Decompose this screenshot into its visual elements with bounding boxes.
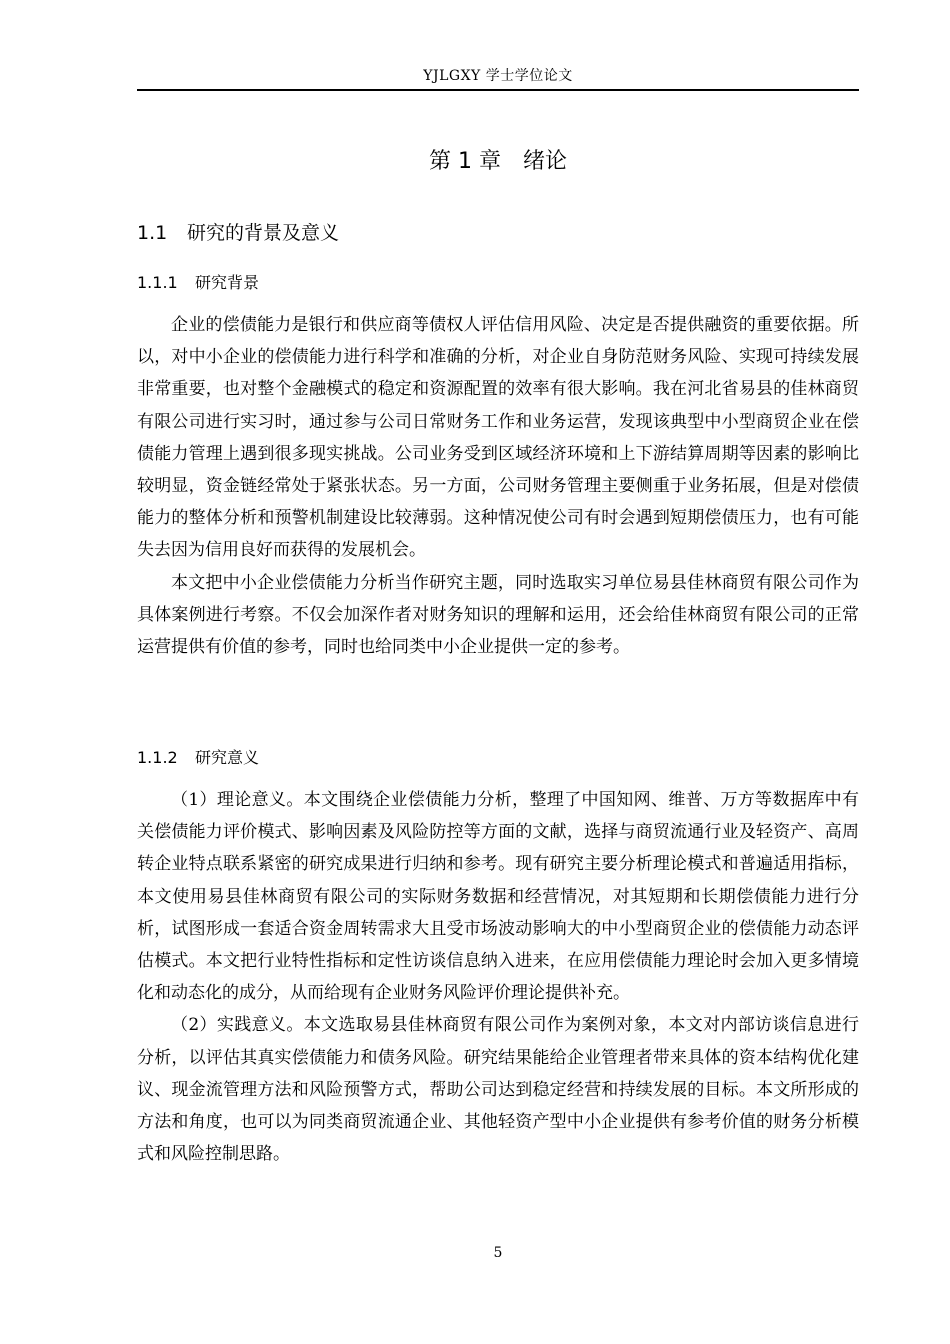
subsection-title: 研究背景 — [195, 273, 260, 292]
research-background-body — [137, 309, 859, 663]
body-paragraph: 企业的偿债能力是银行和供应商等债权人评估信用风险、决定是否提供融资的重要依据。所以，对中小企业的偿债能力进行科学和准确的分析，对企业自身防范财务风险、实现可持续发展非常重要，也对整个金融模式的稳定和资源配置的效率有很大影响。我在河北省易县的佳林商贸有限公司进行实习时，通过参与公司日常财务工作和业务运营，发现该典型中小型商贸企业在偿债能力管理上遇到很多现实挑战。公司业务受到区域经济环境和上下游结算周期等因素的影响比较明显，资金链经常处于紧张状态。另一方面，公司财务管理主要侧重于业务拓展，但是对偿债能力的整体分析和预警机制建设比较薄弱。这种情况使公司有时会遇到短期偿债压力，也有可能失去因为信用良好而获得的发展机会。 — [137, 315, 859, 561]
header-rule — [137, 89, 859, 91]
subsection-heading-1-1-2 — [137, 745, 259, 771]
subsection-number: 1.1.2 — [137, 748, 178, 767]
subsection-title: 研究意义 — [195, 748, 260, 767]
subsection-heading-1-1-1 — [137, 270, 259, 296]
running-header: YJLGXY 学士学位论文 — [423, 68, 573, 84]
section-heading-1-1 — [137, 218, 339, 248]
page-number: 5 — [493, 1245, 503, 1261]
section-title: 研究的背景及意义 — [187, 222, 340, 244]
chapter-title: 第 1 章 绪论 — [429, 149, 567, 174]
body-paragraph: （2）实践意义。本文选取易县佳林商贸有限公司作为案例对象，本文对内部访谈信息进行分析，以评估其真实偿债能力和债务风险。研究结果能给企业管理者带来具体的资本结构优化建议、现金流管理方法和风险预警方式，帮助公司达到稳定经营和持续发展的目标。本文所形成的方法和角度，也可以为同类商贸流通企业、其他轻资产型中小企业提供有参考价值的财务分析模式和风险控制思路。 — [137, 1015, 859, 1165]
subsection-number: 1.1.1 — [137, 273, 178, 292]
research-significance-body — [137, 784, 859, 1170]
section-number: 1.1 — [137, 222, 168, 244]
body-paragraph: （1）理论意义。本文围绕企业偿债能力分析，整理了中国知网、维普、万方等数据库中有关偿债能力评价模式、影响因素及风险防控等方面的文献，选择与商贸流通行业及轻资产、高周转企业特点联系紧密的研究成果进行归纳和参考。现有研究主要分析理论模式和普遍适用指标，本文使用易县佳林商贸有限公司的实际财务数据和经营情况，对其短期和长期偿债能力进行分析，试图形成一套适合资金周转需求大且受市场波动影响大的中小型商贸企业的偿债能力动态评估模式。本文把行业特性指标和定性访谈信息纳入进来，在应用偿债能力理论时会加入更多情境化和动态化的成分，从而给现有企业财务风险评价理论提供补充。 — [137, 790, 859, 1004]
body-paragraph: 本文把中小企业偿债能力分析当作研究主题，同时选取实习单位易县佳林商贸有限公司作为具体案例进行考察。不仅会加深作者对财务知识的理解和运用，还会给佳林商贸有限公司的正常运营提供有价值的参考，同时也给同类中小企业提供一定的参考。 — [137, 572, 859, 658]
